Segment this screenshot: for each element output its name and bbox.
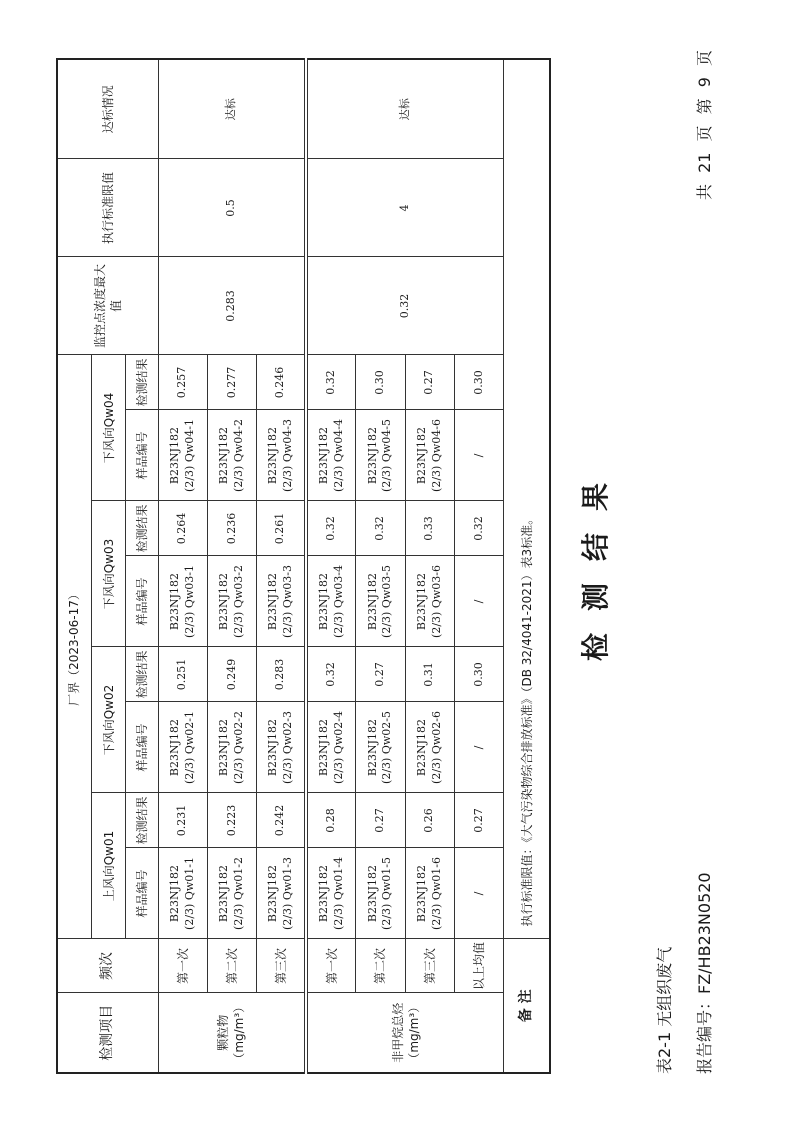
sample-id-cell: B23NJ182 (2/3) Qw04-6 xyxy=(405,410,454,501)
header-point: 下风向Qw04 xyxy=(91,355,125,501)
sample-id-cell: B23NJ182 (2/3) Qw03-3 xyxy=(257,556,306,647)
result-cell: 0.223 xyxy=(208,793,257,848)
result-cell: 0.27 xyxy=(455,793,504,848)
header-row-boundary xyxy=(57,59,91,1073)
result-cell: 0.246 xyxy=(257,355,306,410)
result-cell: 0.32 xyxy=(455,501,504,556)
header-result: 检测结果 xyxy=(126,793,158,848)
header-result: 检测结果 xyxy=(126,647,158,702)
sample-id-cell: B23NJ182 (2/3) Qw01-5 xyxy=(356,848,405,939)
sample-id-cell: B23NJ182 (2/3) Qw01-2 xyxy=(208,848,257,939)
group-max-cell: 0.283 xyxy=(158,257,306,355)
frequency-cell: 第二次 xyxy=(208,939,257,993)
result-cell: 0.32 xyxy=(306,501,355,556)
sample-id-cell: B23NJ182 (2/3) Qw03-6 xyxy=(405,556,454,647)
item-unit: （mg/m³） xyxy=(232,1000,247,1065)
result-cell: 0.231 xyxy=(158,793,207,848)
result-cell: 0.236 xyxy=(208,501,257,556)
result-cell: 0.242 xyxy=(257,793,306,848)
result-cell: 0.27 xyxy=(356,793,405,848)
sample-id-cell: B23NJ182 (2/3) Qw02-5 xyxy=(356,702,405,793)
group-limit-cell: 4 xyxy=(306,159,504,257)
frequency-cell: 第三次 xyxy=(405,939,454,993)
result-cell: 0.27 xyxy=(356,647,405,702)
result-cell: 0.257 xyxy=(158,355,207,410)
group-limit-cell: 0.5 xyxy=(158,159,306,257)
sample-id-cell: B23NJ182 (2/3) Qw04-5 xyxy=(356,410,405,501)
header-point: 上风向Qw01 xyxy=(91,793,125,939)
result-cell: 0.33 xyxy=(405,501,454,556)
header-result: 检测结果 xyxy=(126,501,158,556)
sample-id-cell: B23NJ182 (2/3) Qw02-1 xyxy=(158,702,207,793)
header-point: 下风向Qw03 xyxy=(91,501,125,647)
header-sample-id: 样品编号 xyxy=(126,410,158,501)
table-row xyxy=(158,59,207,1073)
result-cell: 0.283 xyxy=(257,647,306,702)
sample-id-cell: B23NJ182 (2/3) Qw02-4 xyxy=(306,702,355,793)
sample-id-cell: / xyxy=(455,556,504,647)
header-item: 检测项目 xyxy=(57,993,158,1073)
result-cell: 0.32 xyxy=(306,355,355,410)
sample-id-cell: B23NJ182 (2/3) Qw03-2 xyxy=(208,556,257,647)
item-label: 颗粒物 xyxy=(216,1014,231,1051)
group-status-cell: 达标 xyxy=(306,59,504,159)
frequency-cell: 第三次 xyxy=(257,939,306,993)
header-sample-id: 样品编号 xyxy=(126,702,158,793)
result-cell: 0.277 xyxy=(208,355,257,410)
item-unit: （mg/m³） xyxy=(406,1000,421,1065)
result-cell: 0.32 xyxy=(306,647,355,702)
result-cell: 0.30 xyxy=(356,355,405,410)
sample-id-cell: B23NJ182 (2/3) Qw04-1 xyxy=(158,410,207,501)
header-sample-id: 样品编号 xyxy=(126,848,158,939)
sample-id-cell: B23NJ182 (2/3) Qw01-6 xyxy=(405,848,454,939)
frequency-cell: 第一次 xyxy=(306,939,355,993)
remark-text: 执行标准限值：《大气污染物综合排放标准》（DB 32/4041-2021）表3标准。 xyxy=(504,59,550,939)
item-label: 非甲烷总烃 xyxy=(390,1002,405,1063)
header-sample-id: 样品编号 xyxy=(126,556,158,647)
frequency-cell: 第一次 xyxy=(158,939,207,993)
document-title: 检测结果 xyxy=(579,461,612,662)
sample-id-cell: B23NJ182 (2/3) Qw03-1 xyxy=(158,556,207,647)
sample-id-cell: B23NJ182 (2/3) Qw04-4 xyxy=(306,410,355,501)
sample-id-cell: / xyxy=(455,410,504,501)
sample-id-cell: B23NJ182 (2/3) Qw03-5 xyxy=(356,556,405,647)
header-boundary: 厂界（2023-06-17） xyxy=(57,355,91,939)
frequency-cell: 第二次 xyxy=(356,939,405,993)
table-row xyxy=(306,59,355,1073)
remark-label: 备 注 xyxy=(504,939,550,1073)
header-result: 检测结果 xyxy=(126,355,158,410)
report-number: 报告编号：FZ/HB23N0520 xyxy=(695,872,714,1074)
header-status: 达标情况 xyxy=(57,59,158,159)
sample-id-cell: B23NJ182 (2/3) Qw01-3 xyxy=(257,848,306,939)
result-cell: 0.28 xyxy=(306,793,355,848)
item-name xyxy=(158,993,306,1073)
sample-id-cell: B23NJ182 (2/3) Qw04-3 xyxy=(257,410,306,501)
header-frequency: 频次 xyxy=(57,939,158,993)
result-cell: 0.251 xyxy=(158,647,207,702)
sample-id-cell: B23NJ182 (2/3) Qw01-1 xyxy=(158,848,207,939)
item-name xyxy=(306,993,504,1073)
result-cell: 0.31 xyxy=(405,647,454,702)
header-max: 监控点浓度最大值 xyxy=(57,257,158,355)
header-point: 下风向Qw02 xyxy=(91,647,125,793)
results-table-wrapper xyxy=(56,60,551,1074)
sample-id-cell: B23NJ182 (2/3) Qw02-6 xyxy=(405,702,454,793)
page-number: 共 21 页 第 9 页 xyxy=(695,50,714,200)
result-cell: 0.261 xyxy=(257,501,306,556)
result-cell: 0.27 xyxy=(405,355,454,410)
sample-id-cell: B23NJ182 (2/3) Qw02-2 xyxy=(208,702,257,793)
table-title: 表2-1 无组织废气 xyxy=(655,946,674,1074)
result-cell: 0.30 xyxy=(455,355,504,410)
result-cell: 0.264 xyxy=(158,501,207,556)
frequency-cell: 以上均值 xyxy=(455,939,504,993)
group-max-cell: 0.32 xyxy=(306,257,504,355)
sample-id-cell: B23NJ182 (2/3) Qw02-3 xyxy=(257,702,306,793)
sample-id-cell: / xyxy=(455,848,504,939)
group-status-cell: 达标 xyxy=(158,59,306,159)
result-cell: 0.32 xyxy=(356,501,405,556)
result-cell: 0.26 xyxy=(405,793,454,848)
sample-id-cell: B23NJ182 (2/3) Qw03-4 xyxy=(306,556,355,647)
results-table xyxy=(56,58,551,1074)
result-cell: 0.249 xyxy=(208,647,257,702)
sample-id-cell: B23NJ182 (2/3) Qw04-2 xyxy=(208,410,257,501)
result-cell: 0.30 xyxy=(455,647,504,702)
header-limit: 执行标准限值 xyxy=(57,159,158,257)
sample-id-cell: B23NJ182 (2/3) Qw01-4 xyxy=(306,848,355,939)
sample-id-cell: / xyxy=(455,702,504,793)
remark-row xyxy=(504,59,550,1073)
